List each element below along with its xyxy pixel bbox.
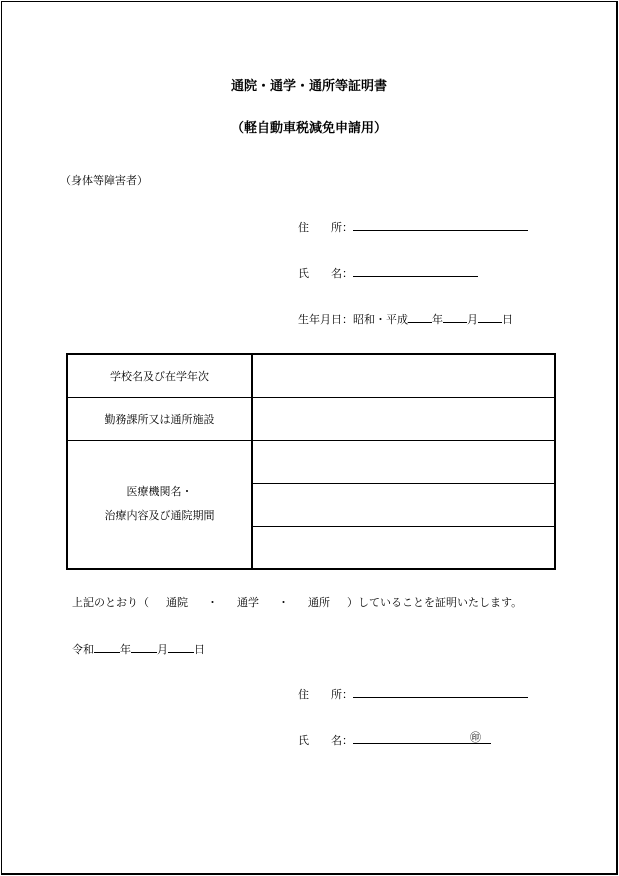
medical-label-line1: 医療機関名・ xyxy=(126,485,193,499)
birth-year-label: 年 xyxy=(432,313,443,326)
option-separator: ・ xyxy=(207,596,218,609)
medical-label-line2: 治療内容及び通院期間 xyxy=(104,509,215,523)
info-table xyxy=(66,353,556,570)
option-facility[interactable]: 通所 xyxy=(308,596,330,609)
date-day-label: 日 xyxy=(194,643,205,656)
medical-field-3[interactable] xyxy=(252,526,555,569)
certification-date-row xyxy=(72,640,205,657)
birthdate-label: 生年月日：昭和・平成 xyxy=(298,313,408,326)
certification-suffix: ）していることを証明いたします。 xyxy=(347,596,523,609)
applicant-section-label: （身体等障害者） xyxy=(60,174,148,187)
document-subtitle: （軽自動車税減免申請用） xyxy=(230,121,387,136)
birth-month-field[interactable] xyxy=(443,310,467,323)
medical-field-2[interactable] xyxy=(252,483,555,526)
date-month-label: 月 xyxy=(157,643,168,656)
medical-label xyxy=(67,440,252,569)
birth-month-label: 月 xyxy=(467,313,478,326)
option-separator: ・ xyxy=(278,596,289,609)
applicant-name-row xyxy=(298,264,478,281)
table-row xyxy=(67,440,555,483)
date-day-field[interactable] xyxy=(168,640,194,653)
certificate-page xyxy=(1,1,618,875)
birth-day-label: 日 xyxy=(502,313,513,326)
date-year-field[interactable] xyxy=(94,640,120,653)
date-month-field[interactable] xyxy=(131,640,157,653)
document-title: 通院・通学・通所等証明書 xyxy=(230,79,387,94)
option-hospital[interactable]: 通院 xyxy=(166,596,188,609)
applicant-address-label: 住 所： xyxy=(298,221,353,234)
work-label: 勤務課所又は通所施設 xyxy=(67,397,252,440)
certifier-address-row xyxy=(298,685,528,702)
table-row xyxy=(67,397,555,440)
date-era-label: 令和 xyxy=(72,643,94,656)
work-field[interactable] xyxy=(252,397,555,440)
medical-field-1[interactable] xyxy=(252,440,555,483)
birth-day-field[interactable] xyxy=(478,310,502,323)
certifier-name-field[interactable] xyxy=(353,731,491,744)
certifier-address-field[interactable] xyxy=(353,685,528,698)
applicant-birthdate-row xyxy=(298,310,513,327)
date-year-label: 年 xyxy=(120,643,131,656)
certification-prefix: 上記のとおり（ xyxy=(72,596,149,609)
certification-statement xyxy=(72,594,522,610)
seal-mark: ㊞ xyxy=(470,731,481,744)
option-school[interactable]: 通学 xyxy=(237,596,259,609)
applicant-address-field[interactable] xyxy=(353,218,528,231)
certifier-name-row xyxy=(298,731,491,748)
applicant-address-row xyxy=(298,218,528,235)
table-row xyxy=(67,354,555,397)
certifier-address-label: 住 所： xyxy=(298,688,353,701)
school-label: 学校名及び在学年次 xyxy=(67,354,252,397)
school-field[interactable] xyxy=(252,354,555,397)
birth-year-field[interactable] xyxy=(408,310,432,323)
applicant-name-label: 氏 名： xyxy=(298,267,353,280)
certifier-name-label: 氏 名： xyxy=(298,734,353,747)
applicant-name-field[interactable] xyxy=(353,264,478,277)
